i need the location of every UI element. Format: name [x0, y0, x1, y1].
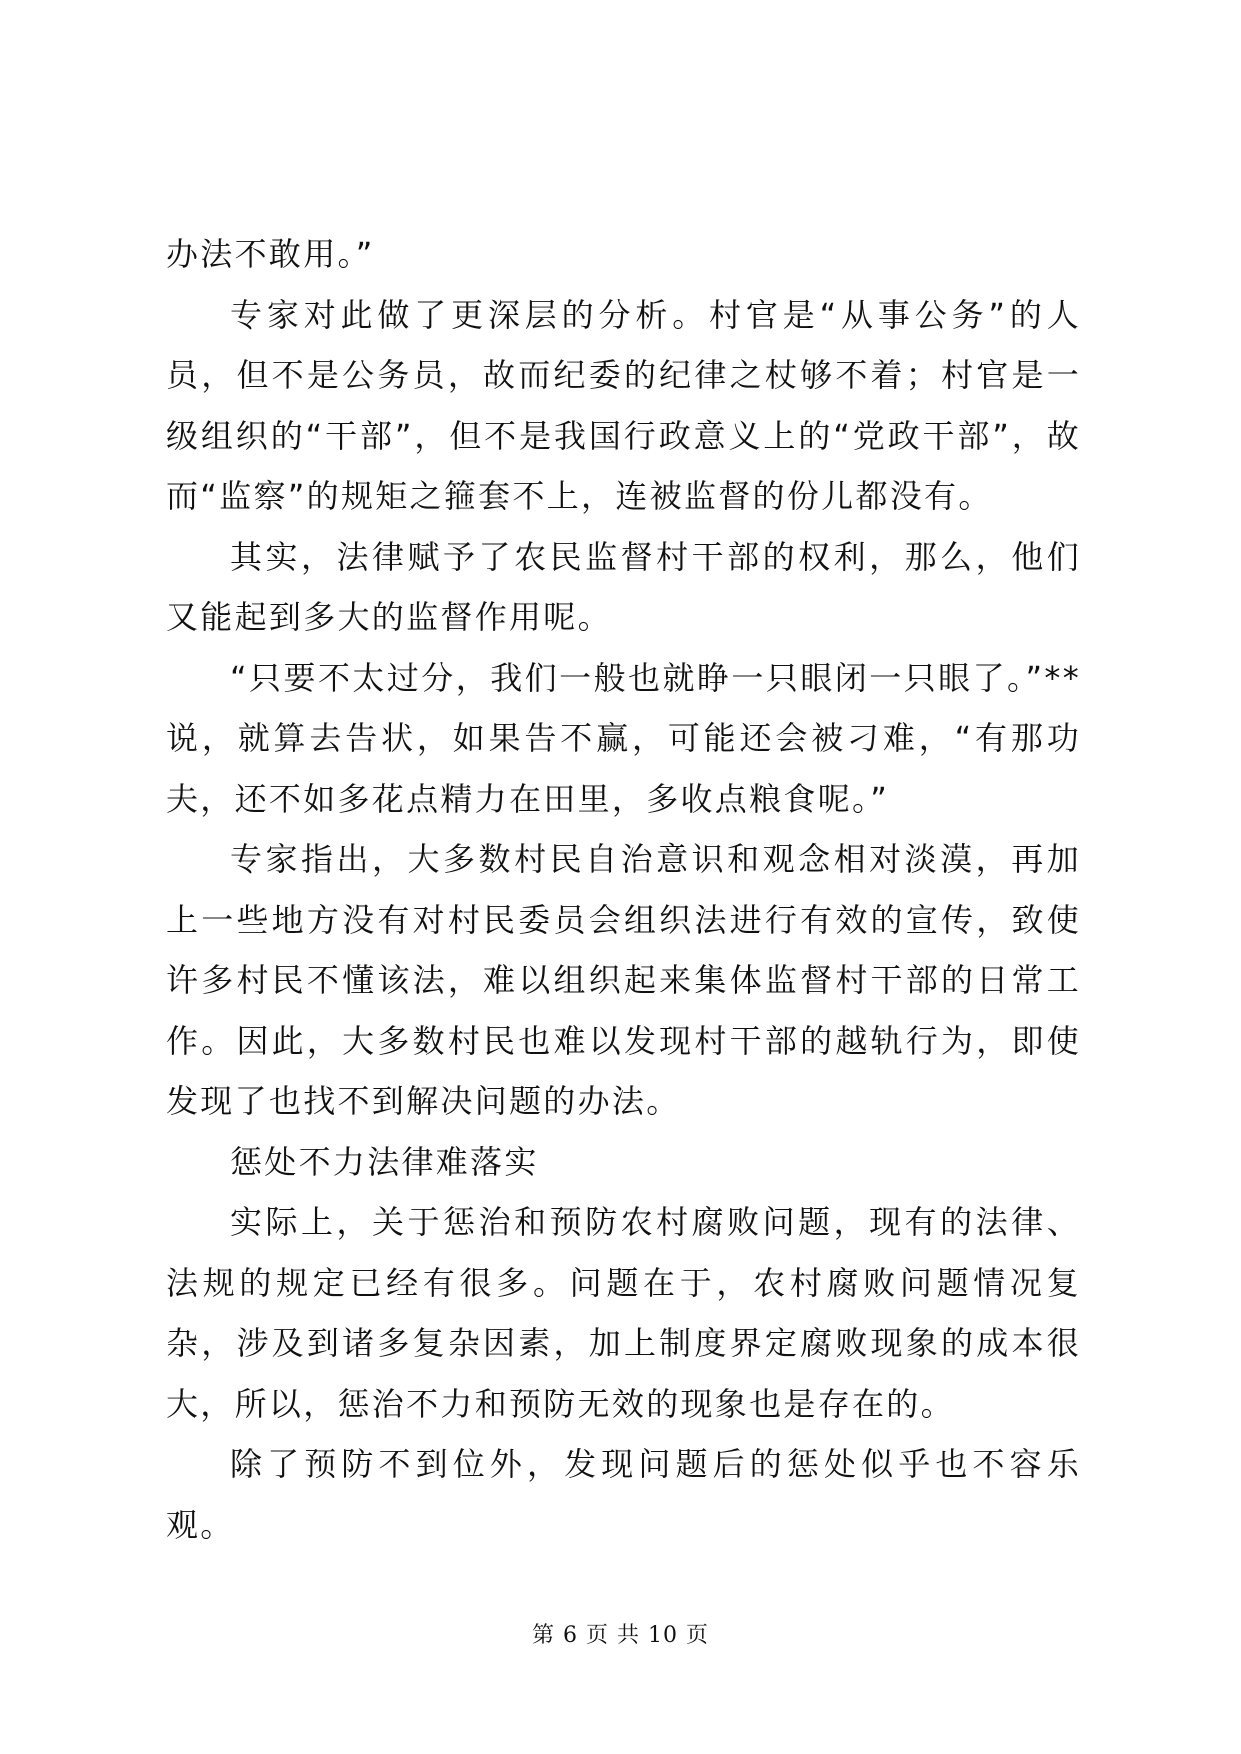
paragraph-punishment: 除了预防不到位外，发现问题后的惩处似乎也不容乐观。 [166, 1445, 1081, 1544]
paragraph-expert-points: 专家指出，大多数村民自治意识和观念相对淡漠，再加上一些地方没有对村民委员会组织法进行有效的宣传，致使许多村民不懂该法，难以组织起来集体监督村干部的日常工作。因此，大多数村民也难以发现村干部的越轨行为，即使发现了也找不到解决问题的办法。 [166, 840, 1081, 1120]
section-heading: 惩处不力法律难落实 [230, 1142, 539, 1181]
paragraph-expert-analysis: 专家对此做了更深层的分析。村官是“从事公务”的人员，但不是公务员，故而纪委的纪律之杖够不着；村官是一级组织的“干部”，但不是我国行政意义上的“党政干部”，故而“监察”的规矩之箍套不上，连被监督的份儿都没有。 [166, 295, 1081, 515]
paragraph-continuation: 办法不敢用。” [166, 235, 375, 273]
paragraph-legal-rights: 其实，法律赋予了农民监督村干部的权利，那么，他们又能起到多大的监督作用呢。 [166, 537, 1081, 636]
paragraph-villager-quote: “只要不太过分，我们一般也就睁一只眼闭一只眼了。”**说，就算去告状，如果告不赢，可能还会被刁难，“有那功夫，还不如多花点精力在田里，多收点粮食呢。” [166, 658, 1081, 818]
paragraph-laws-regulations: 实际上，关于惩治和预防农村腐败问题，现有的法律、法规的规定已经有很多。问题在于，农村腐败问题情况复杂，涉及到诸多复杂因素，加上制度界定腐败现象的成本很大，所以，惩治不力和预防无效的现象也是存在的。 [166, 1203, 1081, 1423]
page-number-footer: 第 6 页 共 10 页 [532, 1623, 709, 1648]
document-body [166, 224, 1081, 1555]
